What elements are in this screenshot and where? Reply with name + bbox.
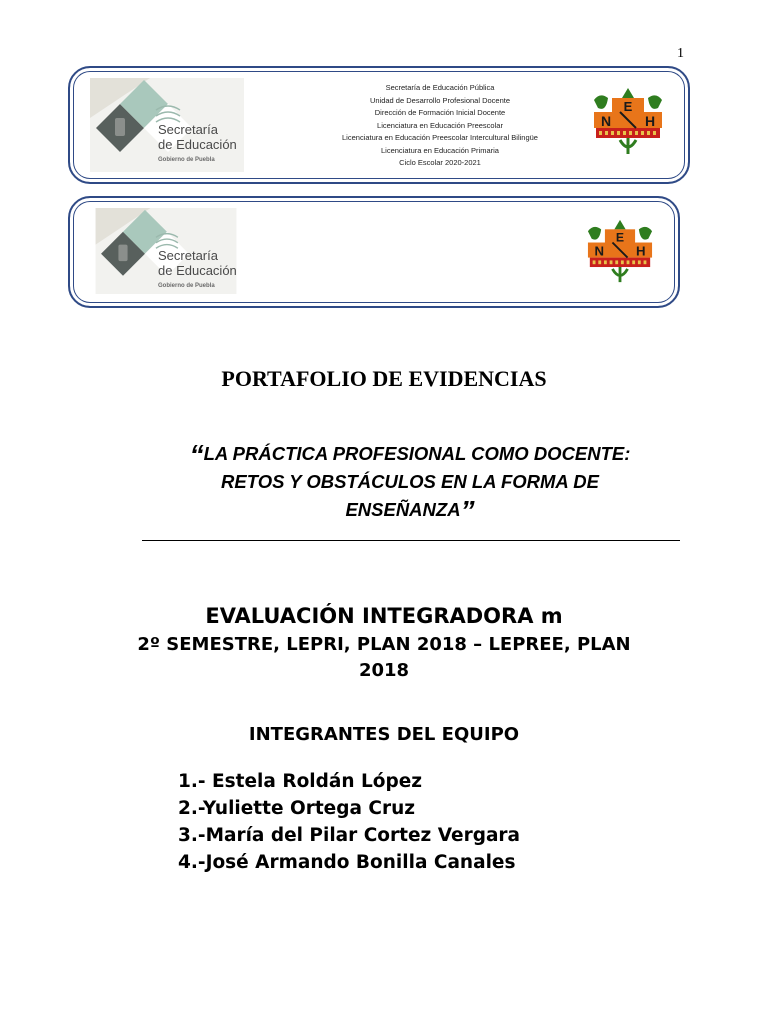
header-frame-secondary: [68, 196, 680, 308]
open-quote: “: [189, 439, 204, 470]
list-item: 2.-Yuliette Ortega Cruz: [178, 798, 416, 819]
crest-letter-h: H: [644, 113, 656, 129]
crest-letter-e: E: [615, 230, 625, 245]
institution-line: Licenciatura en Educación Preescolar: [377, 120, 503, 130]
sep-logo-line3: Gobierno de Puebla: [158, 283, 215, 289]
sep-logo-line3: Gobierno de Puebla: [158, 157, 215, 163]
institution-line: Unidad de Desarrollo Profesional Docente: [369, 95, 511, 105]
close-quote: ”: [460, 495, 475, 526]
school-crest-icon: [590, 86, 666, 156]
document-title: PORTAFOLIO DE EVIDENCIAS: [221, 366, 547, 391]
evaluation-title: EVALUACIÓN INTEGRADORA m: [205, 604, 563, 628]
enh-logo: [582, 218, 658, 288]
member-list: [178, 768, 520, 876]
sep-logo-text: [158, 248, 237, 294]
crest-letter-n: N: [594, 243, 605, 259]
list-item: 1.- Estela Roldán López: [178, 771, 423, 792]
institution-line: Ciclo Escolar 2020-2021: [399, 158, 481, 167]
crest-letter-n: N: [600, 113, 612, 129]
header-frame-primary: [68, 66, 690, 184]
sep-logo-line2: de Educación: [158, 263, 237, 278]
institution-line: Secretaría de Educación Pública: [385, 83, 495, 92]
list-item: 3.-María del Pilar Cortez Vergara: [178, 825, 521, 846]
institution-line: Licenciatura en Educación Preescolar Intercultural Bilingüe: [342, 133, 538, 142]
list-item: 4.-José Armando Bonilla Canales: [178, 852, 516, 873]
semester-line: 2018: [358, 660, 410, 681]
sep-logo-text: [158, 122, 237, 168]
page-number: 1: [677, 46, 684, 61]
semester-info: [100, 632, 668, 684]
institution-line: Dirección de Formación Inicial Docente: [374, 108, 506, 117]
subtitle-line: LA PRÁCTICA PROFESIONAL COMO DOCENTE:: [203, 443, 631, 464]
school-crest-icon: [582, 218, 658, 284]
institution-lines: [260, 82, 620, 170]
semester-line: 2º SEMESTRE, LEPRI, PLAN 2018 – LEPREE, PLAN: [137, 634, 631, 655]
subtitle-line: ENSEÑANZA: [345, 499, 461, 520]
sep-logo: [90, 78, 244, 172]
horizontal-rule: [142, 540, 680, 541]
crest-letter-h: H: [635, 243, 646, 259]
team-heading: INTEGRANTES DEL EQUIPO: [248, 724, 520, 745]
sep-logo: [90, 208, 242, 294]
subtitle-line: RETOS Y OBSTÁCULOS EN LA FORMA DE: [221, 471, 599, 492]
document-subtitle: [150, 440, 670, 524]
sep-logo-line1: Secretaría: [158, 122, 218, 137]
institution-line: Licenciatura en Educación Primaria: [381, 145, 499, 155]
crest-letter-e: E: [623, 99, 633, 114]
sep-logo-line2: de Educación: [158, 137, 237, 152]
enh-logo: [590, 86, 666, 160]
sep-logo-line1: Secretaría: [158, 248, 218, 263]
